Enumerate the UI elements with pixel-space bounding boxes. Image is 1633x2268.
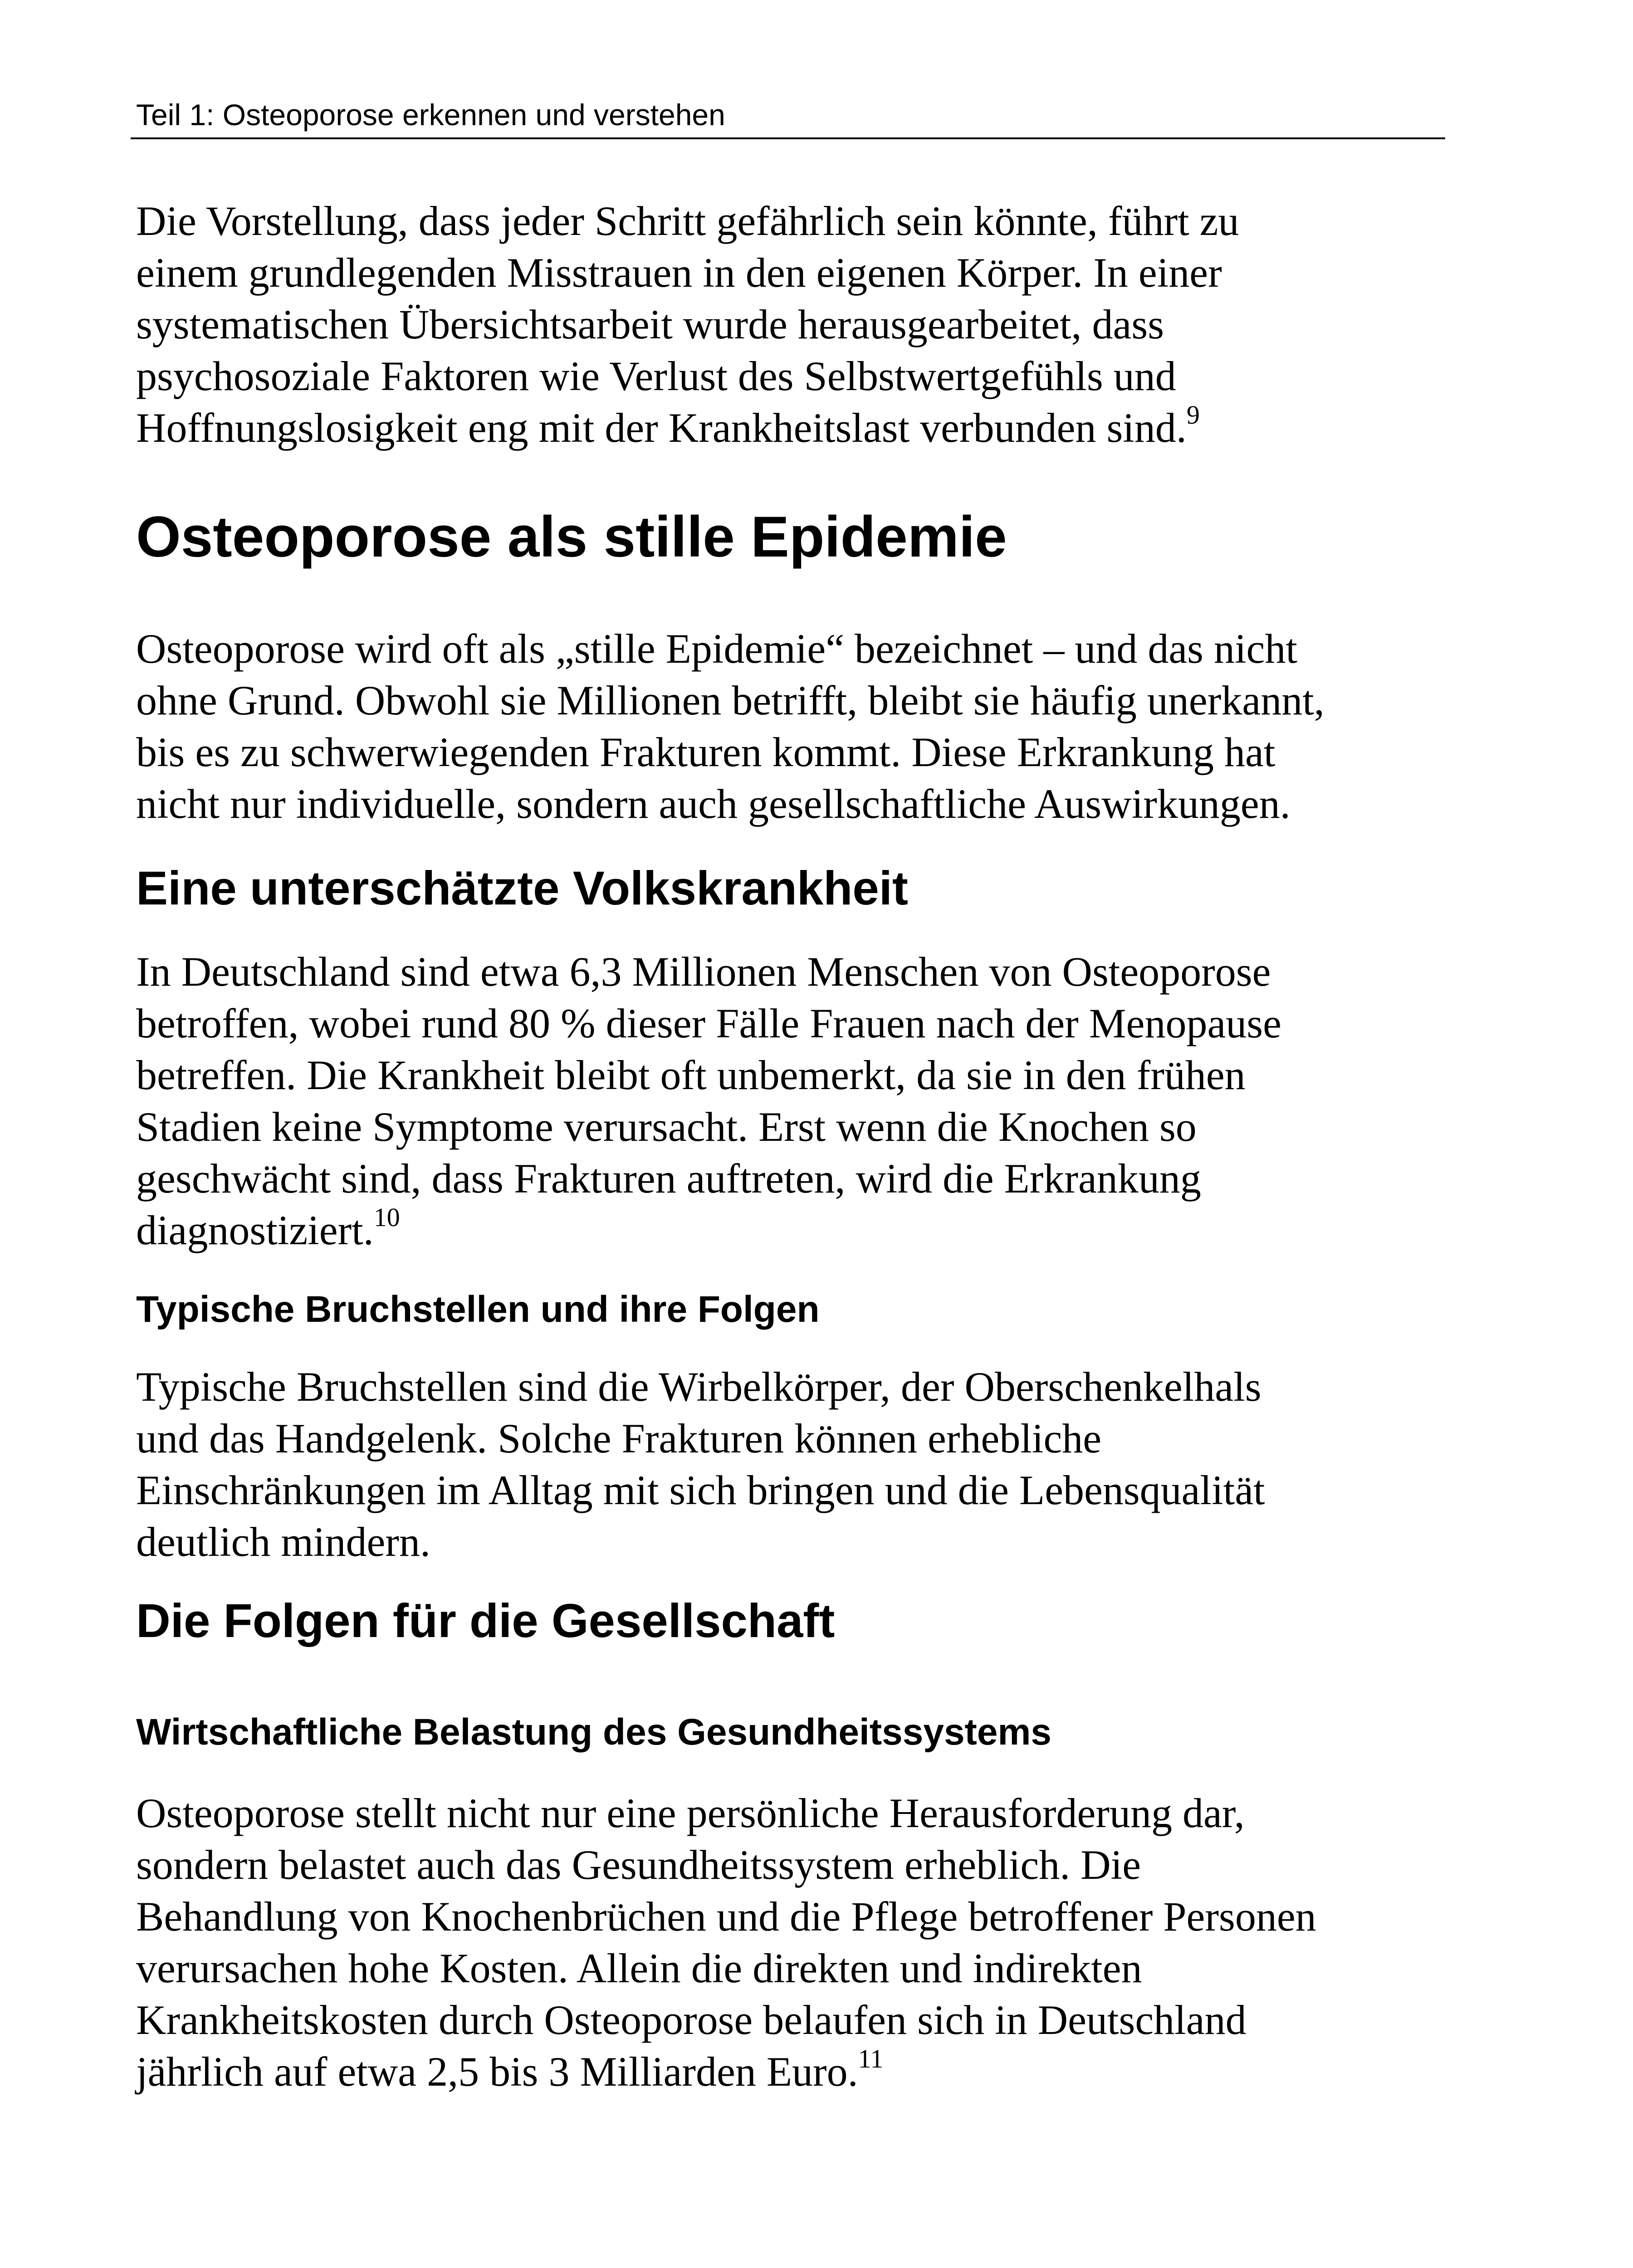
paragraph-line: Behandlung von Knochenbrüchen und die Pflege betroffener Personen <box>136 1893 1316 1940</box>
paragraph-line: betroffen, wobei rund 80 % dieser Fälle Frauen nach der Menopause <box>136 1000 1281 1046</box>
paragraph-line: Die Vorstellung, dass jeder Schritt gefährlich sein könnte, führt zu <box>136 198 1239 244</box>
footnote-marker: 11 <box>858 2044 884 2074</box>
paragraph-line: Osteoporose wird oft als „stille Epidemie“ bezeichnet – und das nicht <box>136 626 1297 672</box>
paragraph-line: Osteoporose stellt nicht nur eine persönliche Herausforderung dar, <box>136 1790 1245 1836</box>
paragraph-line <box>136 1204 1442 1256</box>
paragraph-line-text: jährlich auf etwa 2,5 bis 3 Milliarden Euro. <box>136 2048 858 2095</box>
paragraph-line <box>136 402 1442 454</box>
paragraph-stille-epidemie <box>136 623 1442 830</box>
paragraph-volkskrankheit <box>136 946 1442 1256</box>
footnote-marker: 9 <box>1186 400 1200 430</box>
paragraph-line <box>136 2046 1442 2097</box>
paragraph-line-text: Hoffnungslosigkeit eng mit der Krankheitslast verbunden sind. <box>136 405 1187 451</box>
section-heading-stille-epidemie: Osteoporose als stille Epidemie <box>136 504 1007 569</box>
paragraph-line: und das Handgelenk. Solche Frakturen können erhebliche <box>136 1415 1102 1461</box>
paragraph-line: bis es zu schwerwiegenden Frakturen kommt. Diese Erkrankung hat <box>136 729 1276 775</box>
subheading-volkskrankheit: Eine unterschätzte Volkskrankheit <box>136 862 908 915</box>
paragraph-line: psychosoziale Faktoren wie Verlust des Selbstwertgefühls und <box>136 353 1176 399</box>
subheading-bruchstellen: Typische Bruchstellen und ihre Folgen <box>136 1289 820 1330</box>
subheading-gesellschaft: Die Folgen für die Gesellschaft <box>136 1594 835 1647</box>
paragraph-wirtschaft <box>136 1787 1442 2097</box>
paragraph-misstrauen <box>136 195 1442 454</box>
header-rule <box>131 137 1445 139</box>
paragraph-line: deutlich mindern. <box>136 1519 430 1565</box>
paragraph-bruchstellen <box>136 1361 1442 1568</box>
running-header: Teil 1: Osteoporose erkennen und verstehen <box>136 98 725 132</box>
paragraph-line: einem grundlegenden Misstrauen in den eigenen Körper. In einer <box>136 249 1222 296</box>
footnote-marker: 10 <box>373 1202 400 1232</box>
paragraph-line: Typische Bruchstellen sind die Wirbelkörper, der Oberschenkelhals <box>136 1364 1261 1410</box>
paragraph-line: ohne Grund. Obwohl sie Millionen betrifft, bleibt sie häufig unerkannt, <box>136 677 1325 723</box>
subheading-wirtschaft: Wirtschaftliche Belastung des Gesundheitssystems <box>136 1711 1051 1753</box>
paragraph-line-text: diagnostiziert. <box>136 1207 374 1253</box>
paragraph-line: In Deutschland sind etwa 6,3 Millionen Menschen von Osteoporose <box>136 948 1271 995</box>
paragraph-line: systematischen Übersichtsarbeit wurde herausgearbeitet, dass <box>136 301 1164 347</box>
paragraph-line: nicht nur individuelle, sondern auch gesellschaftliche Auswirkungen. <box>136 781 1291 827</box>
paragraph-line: Einschränkungen im Alltag mit sich bringen und die Lebensqualität <box>136 1467 1265 1513</box>
paragraph-line: geschwächt sind, dass Frakturen auftreten, wird die Erkrankung <box>136 1155 1201 1202</box>
paragraph-line: verursachen hohe Kosten. Allein die direkten und indirekten <box>136 1945 1142 1991</box>
paragraph-line: sondern belastet auch das Gesundheitssystem erheblich. Die <box>136 1842 1141 1888</box>
paragraph-line: Stadien keine Symptome verursacht. Erst wenn die Knochen so <box>136 1104 1197 1150</box>
paragraph-line: Krankheitskosten durch Osteoporose belaufen sich in Deutschland <box>136 1997 1247 2043</box>
paragraph-line: betreffen. Die Krankheit bleibt oft unbemerkt, da sie in den frühen <box>136 1052 1246 1098</box>
